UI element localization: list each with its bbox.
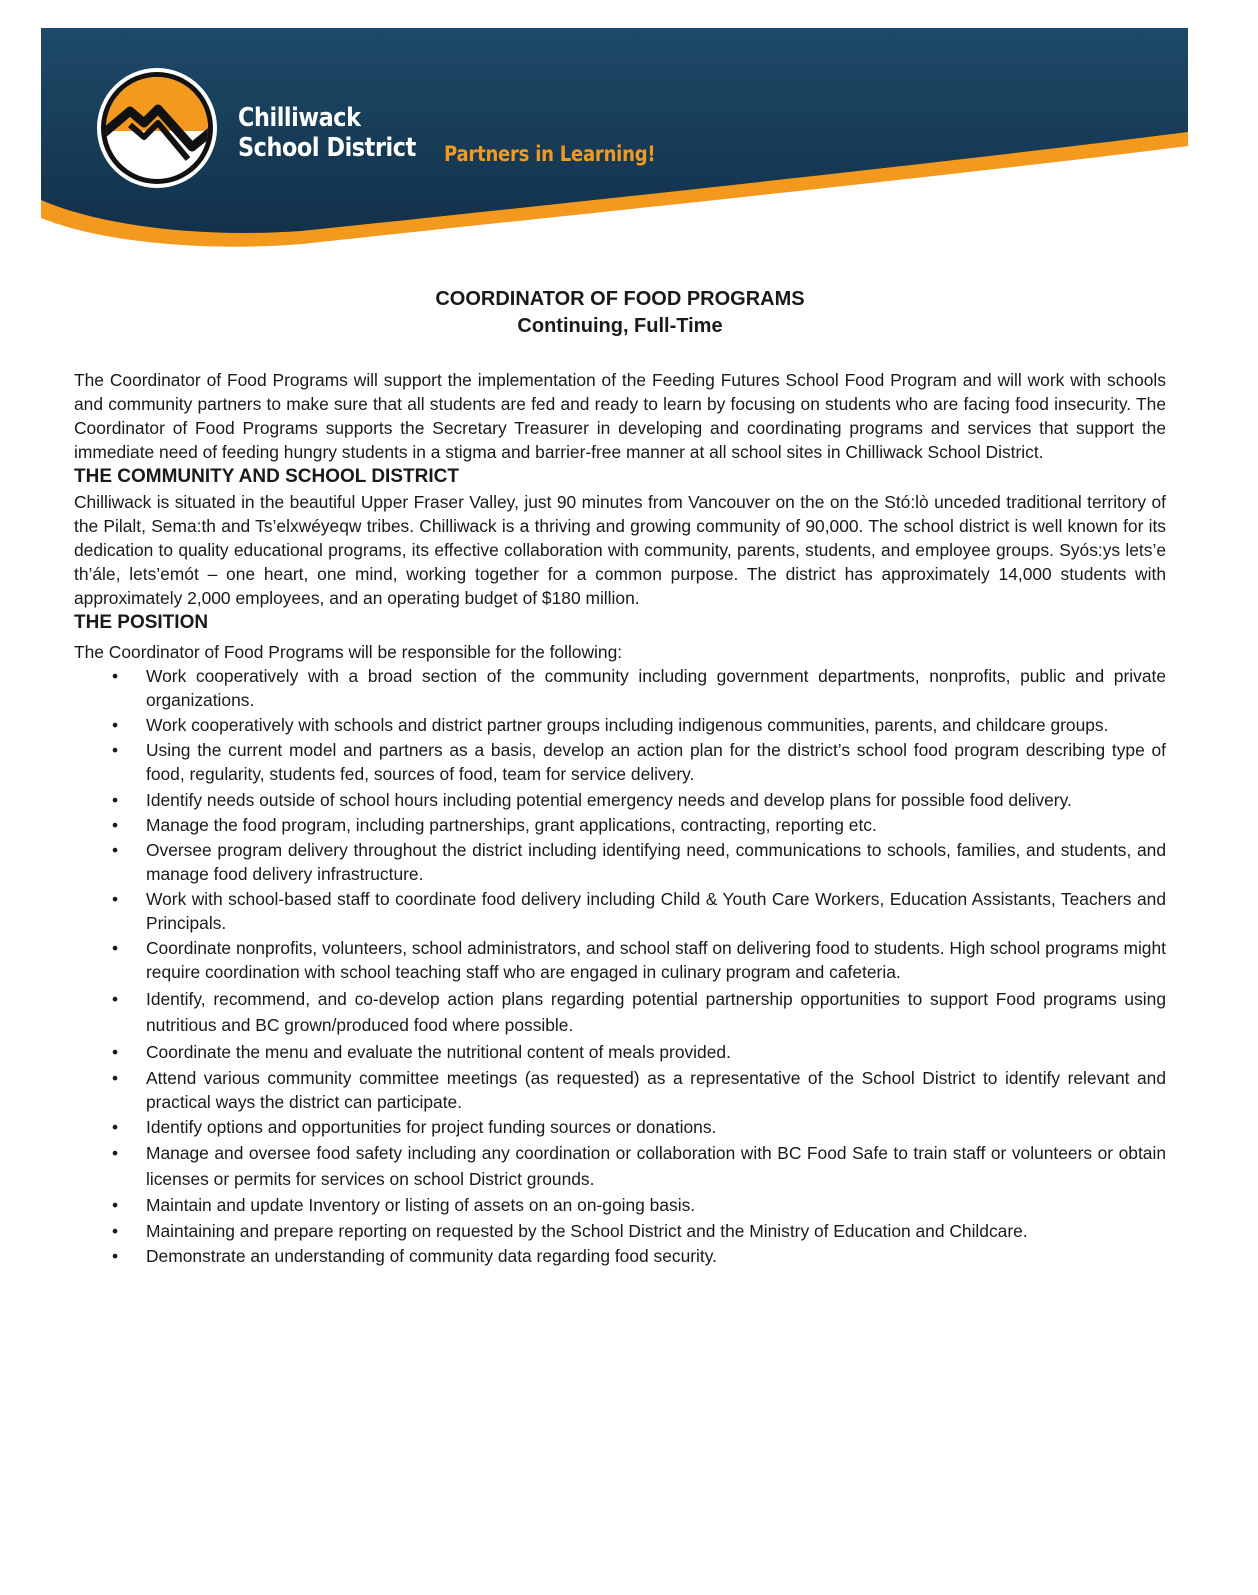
bullet-icon: • bbox=[112, 1195, 119, 1216]
district-tagline: Partners in Learning! bbox=[444, 142, 656, 166]
duties-list bbox=[74, 664, 1166, 1268]
posting-title: COORDINATOR OF FOOD PROGRAMS bbox=[435, 288, 805, 310]
bullet-icon: • bbox=[112, 938, 119, 959]
bullet-icon: • bbox=[112, 814, 119, 835]
community-paragraph: Chilliwack is situated in the beautiful Upper Fraser Valley, just 90 minutes from Vancouver on the on the Stó:lò unceded traditional territory of the Pilalt, Sema:th and Ts’elxwéyeqw tribes. Chilliwack is a thriving and growing community of 90,000. The school district is well known for its dedication to quality educational programs, its effective collaboration with community, parents, students, and employee groups. Syós:ys lets’e th’ále, lets’emót – one heart, one mind, working together for a common purpose. The district has approximately 14,000 students with approximately 2,000 employees, and an operating budget of $180 million. bbox=[74, 492, 1166, 608]
district-logo bbox=[96, 67, 218, 189]
intro-paragraph: The Coordinator of Food Programs will support the implementation of the Feeding Futures School Food Program and will work with schools and community partners to make sure that all students are fed and ready to learn by focusing on students who are facing food insecurity. The Coordinator of Food Programs supports the Secretary Treasurer in developing and coordinating programs and services that support the immediate need of feeding hungry students in a stigma and barrier-free manner at all school sites in Chilliwack School District. bbox=[74, 370, 1166, 462]
district-name-line2: School District bbox=[238, 133, 416, 163]
duty-text: Manage the food program, including partnerships, grant applications, contracting, reporting etc. bbox=[146, 814, 877, 835]
duty-text: Work cooperatively with schools and district partner groups including indigenous communities, parents, and childcare groups. bbox=[146, 715, 1109, 736]
list-item bbox=[74, 936, 1166, 984]
list-item bbox=[74, 664, 1166, 712]
district-name bbox=[238, 103, 416, 163]
list-item bbox=[74, 1140, 1166, 1192]
bullet-icon: • bbox=[112, 1041, 119, 1062]
list-item bbox=[74, 838, 1166, 886]
bullet-icon: • bbox=[112, 1245, 119, 1266]
list-item bbox=[74, 713, 1166, 737]
list-item bbox=[74, 1066, 1166, 1114]
list-item bbox=[74, 738, 1166, 786]
job-posting bbox=[74, 286, 1166, 1269]
duty-text: Coordinate the menu and evaluate the nutritional content of meals provided. bbox=[146, 1041, 731, 1062]
list-item bbox=[74, 813, 1166, 837]
duty-text: Maintain and update Inventory or listing of assets on an on-going basis. bbox=[146, 1195, 696, 1216]
community-heading: THE COMMUNITY AND SCHOOL DISTRICT bbox=[74, 466, 459, 487]
duty-text: Manage and oversee food safety including any coordination or collaboration with BC Food Safe to train staff or volunteers or obtain licenses or permits for services on school District grounds. bbox=[146, 1143, 1166, 1190]
list-item bbox=[74, 1039, 1166, 1065]
duty-text: Attend various community committee meetings (as requested) as a representative of the School District to identify relevant and practical ways the district can participate. bbox=[146, 1067, 1166, 1112]
duty-text: Demonstrate an understanding of community data regarding food security. bbox=[146, 1245, 717, 1266]
bullet-icon: • bbox=[112, 740, 119, 761]
duty-text: Identify, recommend, and co-develop action plans regarding potential partnership opportunities to support Food programs using nutritious and BC grown/produced food where possible. bbox=[146, 988, 1166, 1035]
list-item bbox=[74, 1193, 1166, 1217]
position-lead: The Coordinator of Food Programs will be responsible for the following: bbox=[74, 642, 623, 662]
bullet-icon: • bbox=[112, 988, 119, 1009]
bullet-icon: • bbox=[112, 1143, 119, 1164]
duty-text: Using the current model and partners as a basis, develop an action plan for the district’s school food program describing type of food, regularity, students fed, sources of food, team for service delivery. bbox=[146, 740, 1166, 785]
position-heading: THE POSITION bbox=[74, 612, 209, 633]
bullet-icon: • bbox=[112, 1220, 119, 1241]
duty-text: Maintaining and prepare reporting on requested by the School District and the Ministry of Education and Childcare. bbox=[146, 1220, 1028, 1241]
bullet-icon: • bbox=[112, 839, 119, 860]
list-item bbox=[74, 887, 1166, 935]
district-name-line1: Chilliwack bbox=[238, 103, 361, 133]
duty-text: Work with school-based staff to coordinate food delivery including Child & Youth Care Workers, Education Assistants, Teachers and Principals. bbox=[146, 889, 1166, 934]
list-item bbox=[74, 788, 1166, 812]
bullet-icon: • bbox=[112, 715, 119, 736]
duty-text: Work cooperatively with a broad section of the community including government departments, nonprofits, public and private organizations. bbox=[146, 666, 1166, 710]
bullet-icon: • bbox=[112, 1067, 119, 1088]
bullet-icon: • bbox=[112, 889, 119, 910]
bullet-icon: • bbox=[112, 666, 119, 686]
bullet-icon: • bbox=[112, 1117, 119, 1138]
duty-text: Identify needs outside of school hours including potential emergency needs and develop plans for possible food delivery. bbox=[146, 789, 1072, 810]
bullet-icon: • bbox=[112, 789, 119, 810]
posting-subtitle: Continuing, Full-Time bbox=[517, 315, 723, 337]
list-item bbox=[74, 1115, 1166, 1139]
duty-text: Identify options and opportunities for project funding sources or donations. bbox=[146, 1117, 717, 1138]
list-item bbox=[74, 1219, 1166, 1243]
list-item bbox=[74, 986, 1166, 1038]
duty-text: Coordinate nonprofits, volunteers, school administrators, and school staff on delivering food to students. High school programs might require coordination with school teaching staff who are engaged in culinary program and cafeteria. bbox=[146, 938, 1166, 983]
list-item bbox=[74, 1244, 1166, 1268]
duty-text: Oversee program delivery throughout the district including identifying need, communications to schools, families, and students, and manage food delivery infrastructure. bbox=[146, 839, 1166, 884]
